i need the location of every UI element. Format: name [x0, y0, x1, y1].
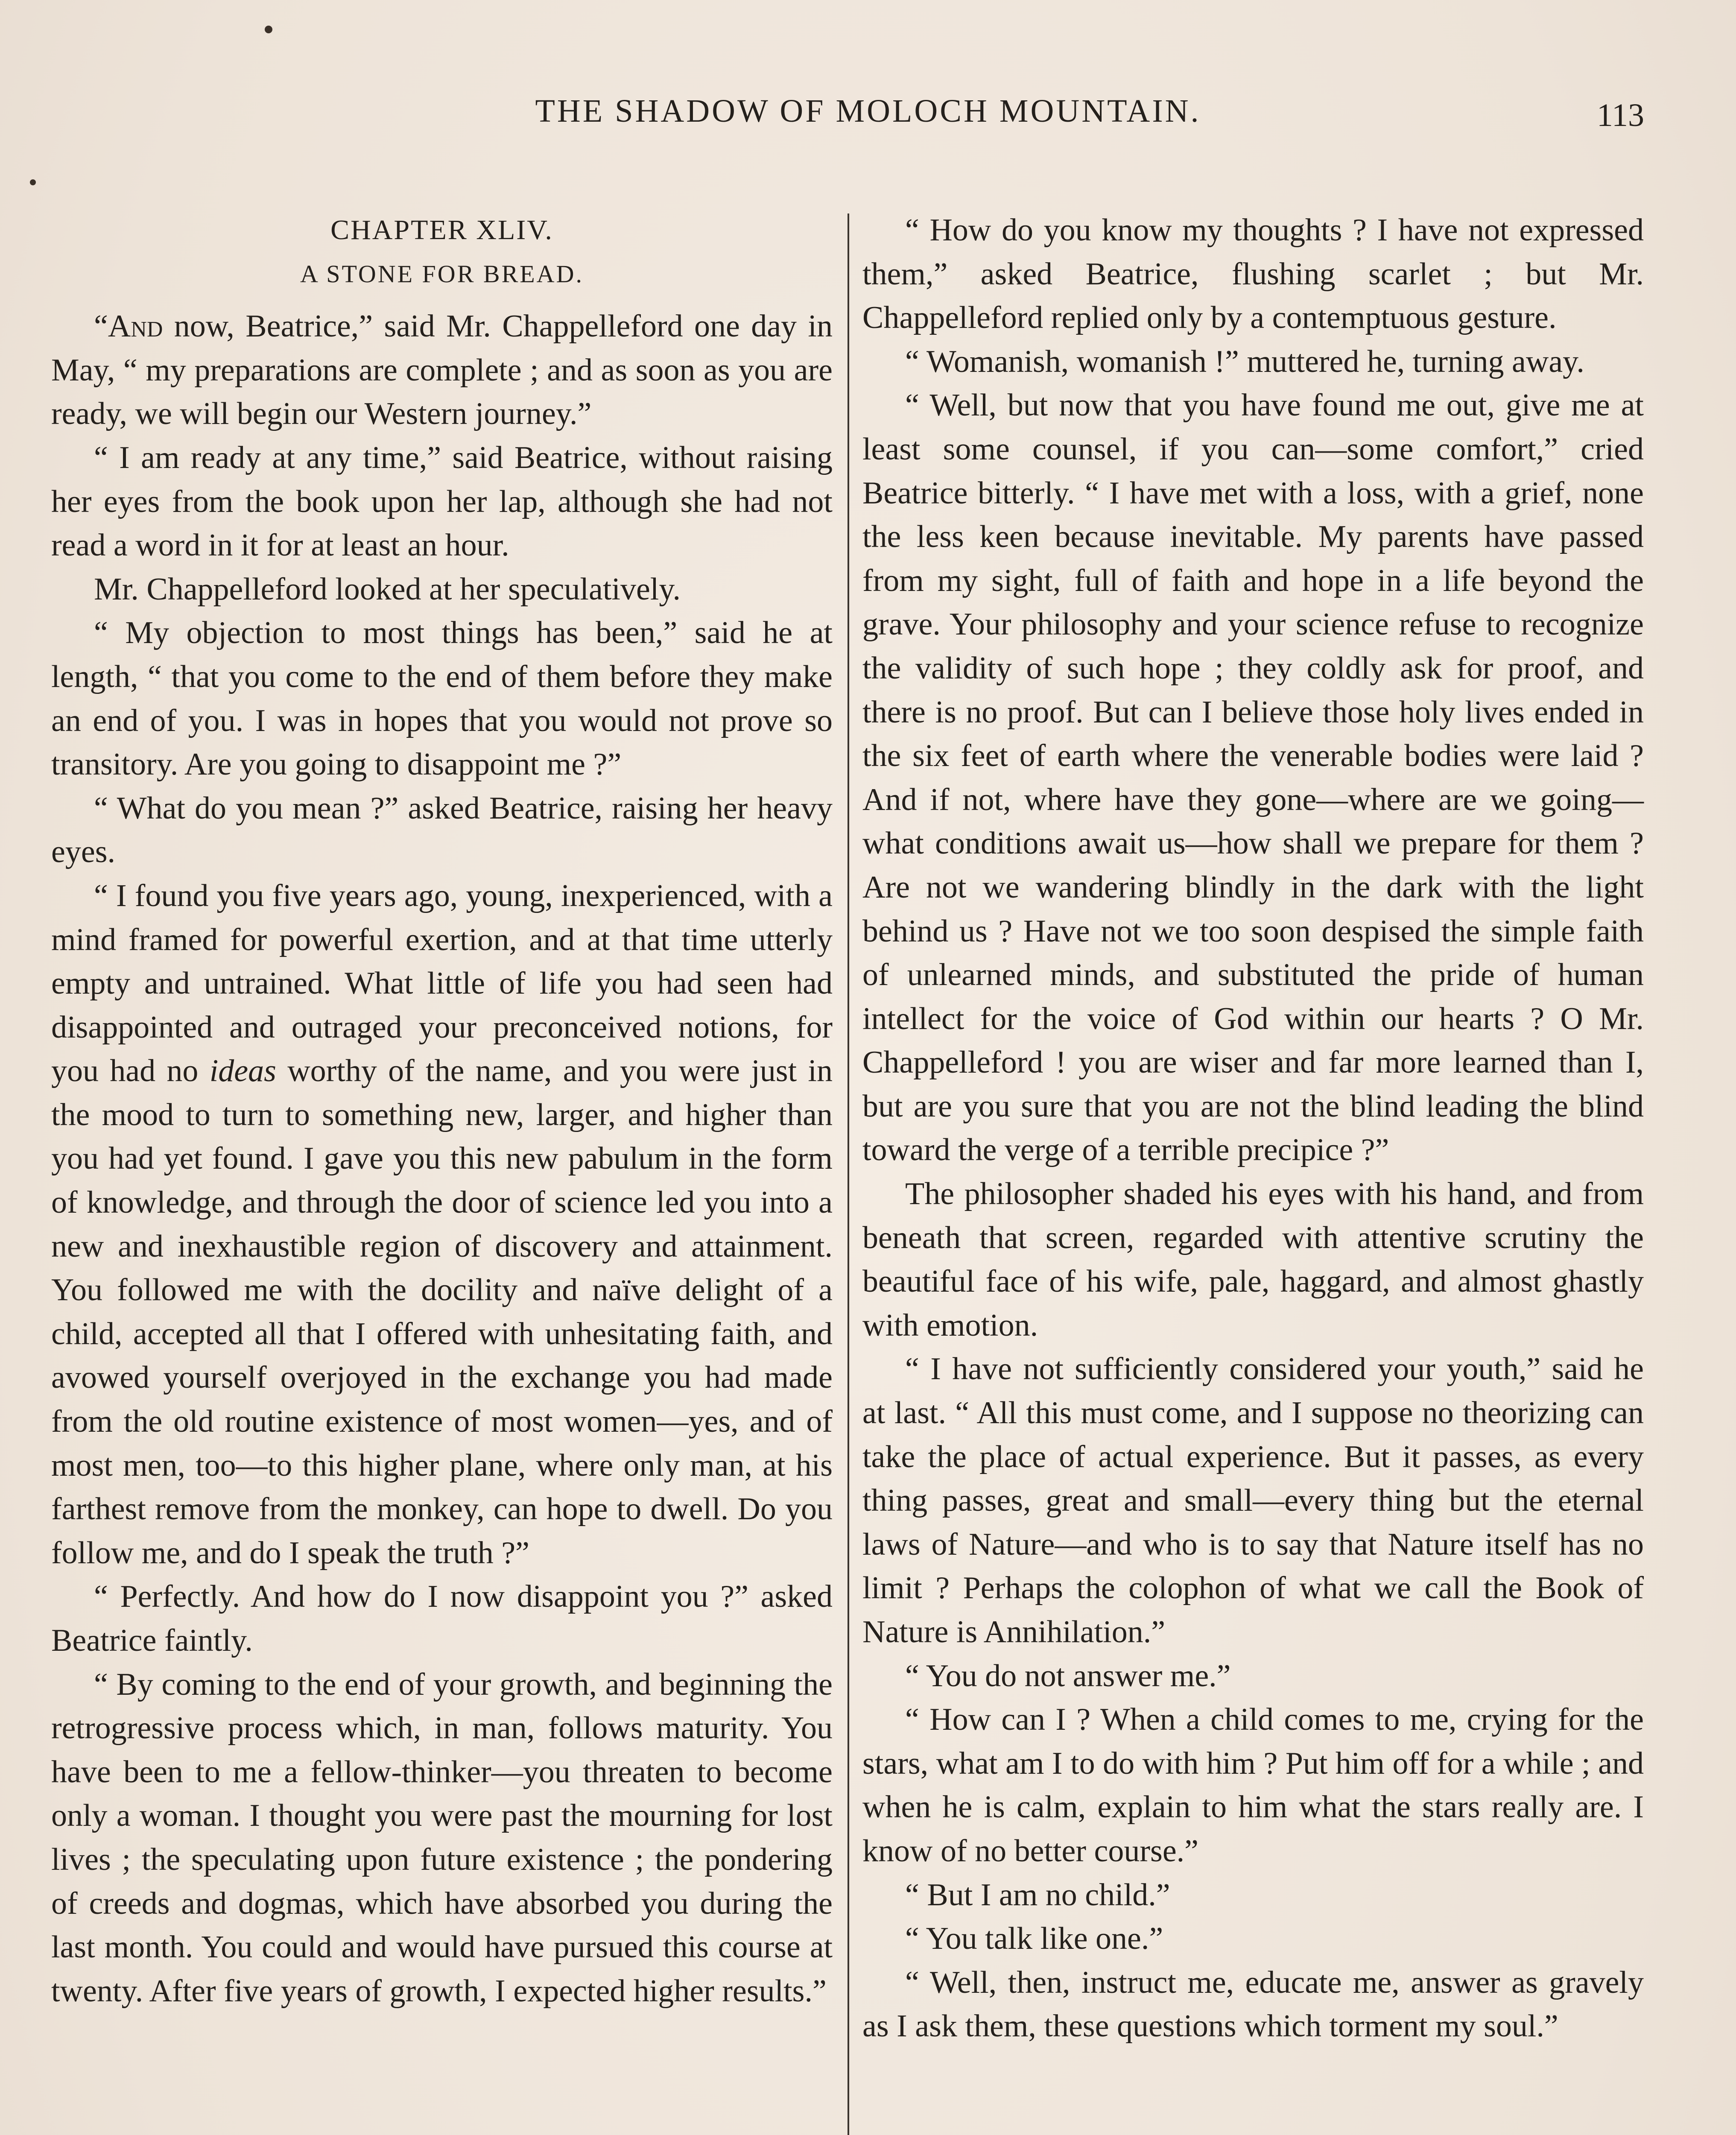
paragraph: “ My objection to most things has been,” said he at length, “ that you come to the end of them before they make an end of you. I was in hopes that you would not prove so transitory. Are you going to disappoint me ?” — [51, 615, 833, 782]
paragraph: The philosopher shaded his eyes with his hand, and from beneath that screen, regarded with attentive scrutiny the beautiful face of his wife, pale, haggard, and almost ghastly with emotion. — [862, 1176, 1644, 1343]
drop-lead: “And — [94, 309, 163, 344]
paragraph: “ I am ready at any time,” said Beatrice, without raising her eyes from the book upon her lap, although she had not read a word in it for at least an hour. — [51, 440, 833, 563]
paragraph-text: now, Beatrice,” said Mr. Chappelleford one day in May, “ my preparations are complete ; and as soon as you are ready, we will begin our Western journey.” — [51, 309, 833, 432]
paragraph: “ What do you mean ?” asked Beatrice, raising her heavy eyes. — [51, 790, 833, 870]
paragraph: “ You talk like one.” — [905, 1921, 1163, 1957]
paragraph: “ But I am no child.” — [905, 1877, 1170, 1913]
paragraph: “ Perfectly. And how do I now disappoint you ?” asked Beatrice faintly. — [51, 1579, 833, 1658]
paragraph: “ How do you know my thoughts ? I have not expressed them,” asked Beatrice, flushing scarlet ; but Mr. Chappelleford replied only by a contemptuous gesture. — [862, 213, 1644, 336]
paragraph: “ How can I ? When a child comes to me, crying for the stars, what am I to do with him ? Put him off for a while ; and when he is calm, explain to him what the stars really are. I know of no better course.” — [862, 1702, 1644, 1869]
ink-speck — [265, 26, 272, 33]
paragraph: “ Womanish, womanish !” muttered he, turning away. — [905, 344, 1584, 379]
right-column — [862, 208, 1644, 2048]
emphasis-text: ideas — [209, 1053, 276, 1089]
page-header — [0, 85, 1736, 137]
left-column — [51, 208, 833, 2013]
page-number: 113 — [1596, 97, 1644, 133]
ink-speck — [30, 179, 36, 185]
running-title: THE SHADOW OF MOLOCH MOUNTAIN. — [535, 93, 1201, 129]
paragraph: Mr. Chappelleford looked at her speculatively. — [94, 571, 681, 607]
chapter-number: CHAPTER XLIV. — [330, 214, 553, 246]
paragraph: “ By coming to the end of your growth, and beginning the retrogressive process which, in man, follows maturity. You have been to me a fellow-thinker—you threaten to become only a woman. I thought you were past the mourning for lost lives ; the speculating upon future existence ; the pondering of creeds and dogmas, which have absorbed you during the last month. You could and would have pursued this course at twenty. After five years of growth, I expected higher results.” — [51, 1667, 833, 2009]
paragraph — [51, 874, 833, 1575]
chapter-title: A STONE FOR BREAD. — [300, 260, 584, 288]
column-divider — [848, 214, 849, 2135]
paragraph: “ Well, then, instruct me, educate me, answer as gravely as I ask them, these questions which torment my soul.” — [862, 1965, 1644, 2044]
paragraph: “ You do not answer me.” — [905, 1658, 1231, 1693]
paragraph — [51, 304, 833, 436]
paragraph: “ I have not sufficiently considered your youth,” said he at last. “ All this must come, and I suppose no theorizing can take the place of actual experience. But it passes, as every thing passes, great and small—every thing but the eternal laws of Nature—and who is to say that Nature itself has no limit ? Perhaps the colophon of what we call the Book of Nature is Annihilation.” — [862, 1351, 1644, 1650]
paragraph-text: “ I found you five years ago, young, inexperienced, with a mind framed for powerful exertion, and at that time utterly empty and untrained. What little of life you had seen had disappointed and outraged your preconceived notions, for you had no — [51, 878, 833, 1089]
paragraph: “ Well, but now that you have found me out, give me at least some counsel, if you can—some comfort,” cried Beatrice bitterly. “ I have met with a loss, with a grief, none the less keen because inevitable. My parents have passed from my sight, full of faith and hope in a life beyond the grave. Your philosophy and your science refuse to recognize the validity of such hope ; they coldly ask for proof, and there is no proof. But can I believe those holy lives ended in the six feet of earth where the venerable bodies were laid ? And if not, where have they gone—where are we going—what conditions await us—how shall we prepare for them ? Are not we wandering blindly in the dark with the light behind us ? Have not we too soon despised the simple faith of unlearned minds, and substituted the pride of human intellect for the voice of God within our hearts ? O Mr. Chappelleford ! you are wiser and far more learned than I, but are you sure that you are not the blind leading the blind toward the verge of a terrible precipice ?” — [862, 388, 1644, 1168]
paragraph-text: worthy of the name, and you were just in the mood to turn to something new, larger, and higher than you had yet found. I gave you this new pabulum in the form of knowledge, and through the door of science led you into a new and inexhaustible region of discovery and attainment. You followed me with the docility and naïve delight of a child, accepted all that I offered with unhesitating faith, and avowed yourself overjoyed in the exchange you had made from the old routine existence of most women—yes, and of most men, too—to this higher plane, where only man, at his farthest remove from the monkey, can hope to dwell. Do you follow me, and do I speak the truth ?” — [51, 1053, 833, 1571]
